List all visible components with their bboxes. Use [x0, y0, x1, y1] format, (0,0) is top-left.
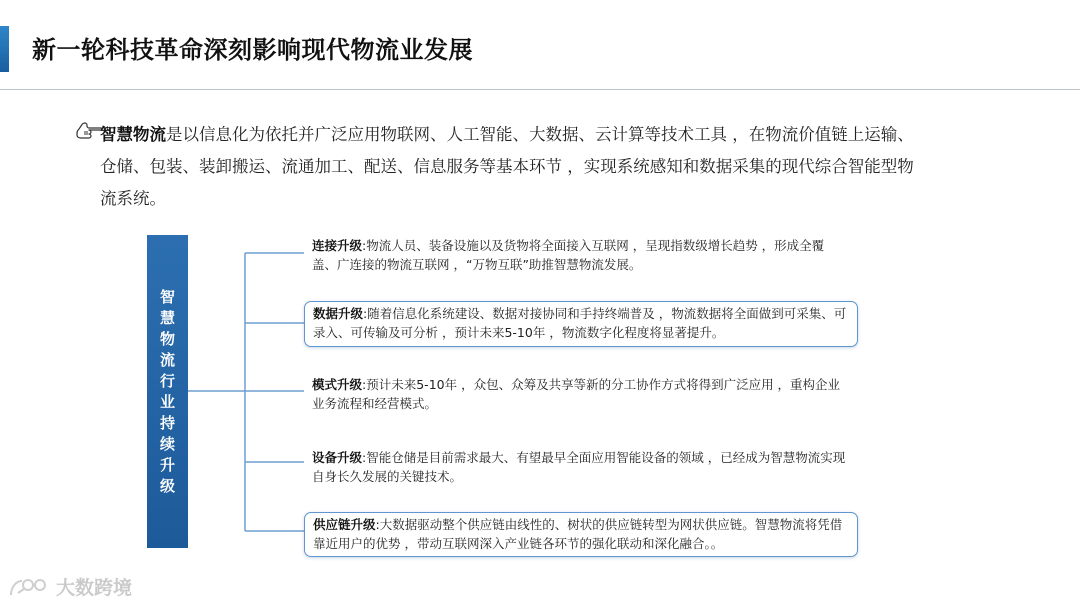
intro-text: 是以信息化为依托并广泛应用物联网、人工智能、大数据、云计算等技术工具 ，在物流价值链上运输、仓储、包装、装卸搬运、流通加工、配送、信息服务等基本环节 ，实现系统感知和数据采集的现代综合智能型物流系统。 — [100, 125, 914, 208]
pointing-hand-icon — [76, 121, 102, 139]
upgrade-item-data — [304, 301, 858, 347]
upgrade-item-label: 模式升级 — [312, 377, 363, 392]
upgrade-item-connection — [304, 234, 858, 276]
watermark-text: 大数跨境 — [56, 577, 133, 599]
upgrade-item-supply-chain — [304, 512, 858, 557]
title-divider — [0, 89, 1080, 90]
side-label-text: 智慧物流行业持续升级 — [159, 287, 175, 495]
upgrade-item-mode — [304, 373, 858, 415]
intro-keyword: 智慧物流 — [100, 125, 166, 144]
upgrade-item-equipment — [304, 446, 858, 488]
watermark — [8, 573, 132, 600]
upgrade-item-text: :随着信息化系统建设、数据对接协同和手持终端普及 ，物流数据将全面做到可采集、可录入、可传输及可分析 ，预计未来5-10年 ，物流数字化程度将显著提升。 — [313, 306, 847, 340]
upgrade-item-label: 数据升级 — [313, 306, 364, 321]
upgrade-item-text: :预计未来5-10年 ，众包、众筹及共享等新的分工协作方式将得到广泛应用 ，重构企业业务流程和经营模式。 — [312, 377, 841, 411]
upgrade-item-label: 设备升级 — [312, 450, 363, 465]
intro-paragraph — [100, 119, 930, 215]
side-label-bar — [147, 235, 188, 548]
title-accent-bar — [0, 26, 9, 72]
upgrade-item-text: :智能仓储是目前需求最大、有望最早全面应用智能设备的领域 ，已经成为智慧物流实现自身长久发展的关键技术。 — [312, 450, 846, 484]
page-title: 新一轮科技革命深刻影响现代物流业发展 — [32, 36, 473, 64]
upgrade-item-label: 连接升级 — [312, 238, 363, 253]
watermark-logo-icon — [8, 575, 52, 599]
upgrade-item-label: 供应链升级 — [313, 517, 376, 532]
upgrade-item-text: :物流人员、装备设施以及货物将全面接入互联网 ，呈现指数级增长趋势 ，形成全覆盖、广连接的物流互联网 ，“万物互联”助推智慧物流发展。 — [312, 238, 825, 272]
upgrade-item-text: :大数据驱动整个供应链由线性的、树状的供应链转型为网状供应链。智慧物流将凭借靠近用户的优势 ，带动互联网深入产业链各环节的强化联动和深化融合。。 — [313, 517, 843, 551]
